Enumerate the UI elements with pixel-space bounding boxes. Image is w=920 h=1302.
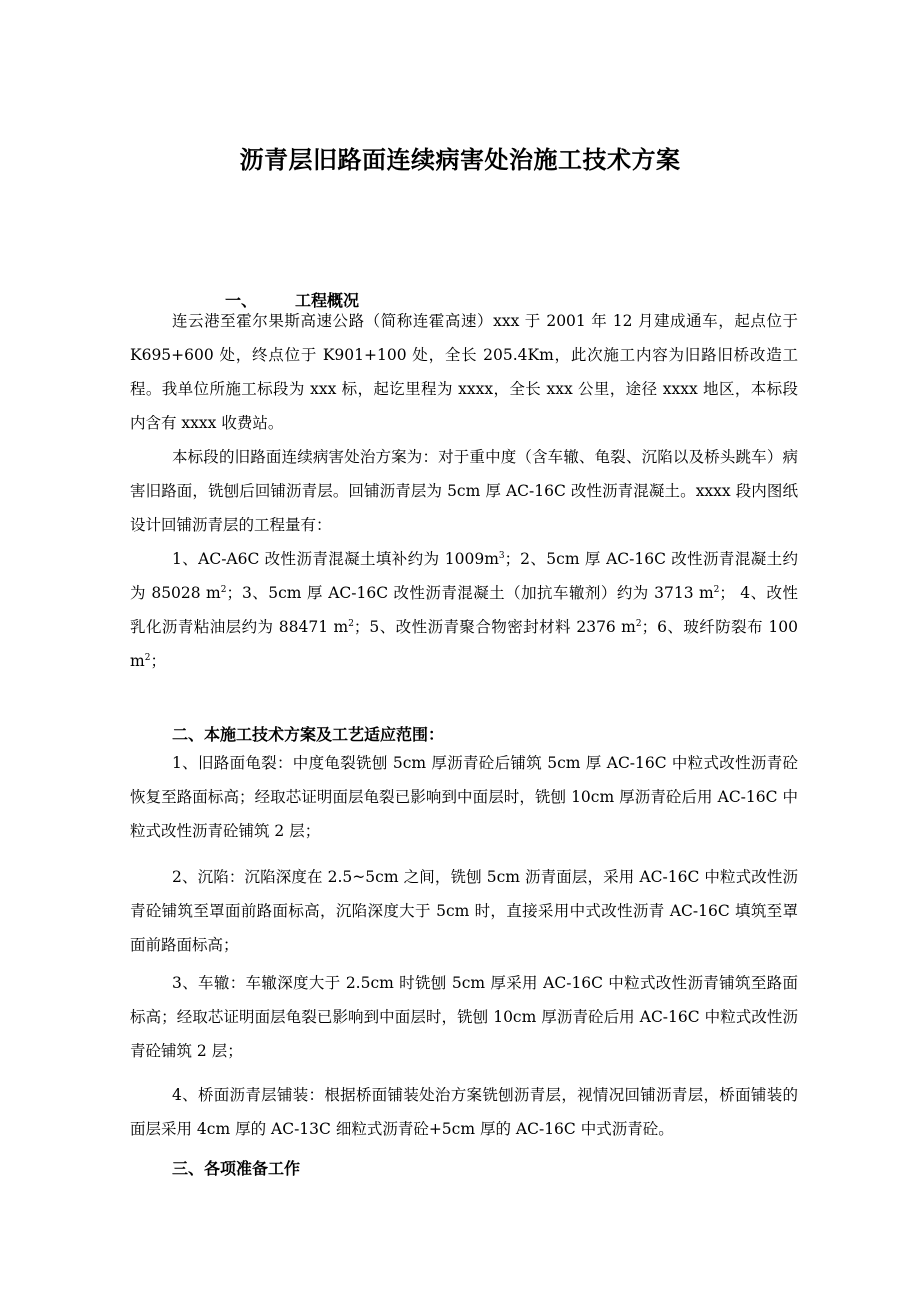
quantity-5-text: ；5、改性沥青聚合物密封材料 2376 m — [353, 618, 636, 636]
superscript-3: 3 — [498, 550, 505, 561]
superscript-2: 2 — [713, 584, 720, 595]
quantity-6-text: ；6、玻纤防裂布 100 m — [130, 618, 798, 670]
superscript-2: 2 — [635, 618, 642, 629]
paragraph-overview: 连云港至霍尔果斯高速公路（简称连霍高速）xxx 于 2001 年 12 月建成通车，起点位于 K695+600 处，终点位于 K901+100 处，全长 205.4Km，此次施工内容为旧路旧桥改造工程。我单位所施工标段为 xxx 标，起讫里程为 xxxx，全长 xxx 公里，途径 xxxx 地区，本标段内含有 xxxx 收费站。 — [130, 312, 798, 432]
paragraph-item-subsidence: 2、沉陷：沉陷深度在 2.5~5cm 之间，铣刨 5cm 沥青面层，采用 AC-16C 中粒式改性沥青砼铺筑至罩面前路面标高，沉陷深度大于 5cm 时，直接采用中式改性沥青 AC-16C 填筑至罩面前路面标高； — [130, 868, 798, 954]
paragraph-quantities — [130, 542, 798, 678]
quantity-4-text: ； 4、改性乳化沥青粘油层约为 88471 m — [130, 584, 798, 636]
section-1-title: 工程概况 — [295, 291, 360, 310]
section-1-number: 一、 — [225, 291, 258, 310]
superscript-2: 2 — [220, 584, 227, 595]
quantity-3-text: ；3、5cm 厚 AC-16C 改性沥青混凝土（加抗车辙剂）约为 3713 m — [226, 584, 714, 602]
superscript-2: 2 — [348, 618, 354, 629]
section-2-heading: 二、本施工技术方案及工艺适应范围： — [172, 725, 445, 744]
document-title: 沥青层旧路面连续病害处治施工技术方案 — [239, 146, 681, 174]
quantity-1-text: 1、AC-A6C 改性沥青混凝土填补约为 1009m — [172, 550, 499, 568]
paragraph-item-cracking: 1、旧路面龟裂：中度龟裂铣刨 5cm 厚沥青砼后铺筑 5cm 厚 AC-16C 中粒式改性沥青砼恢复至路面标高；经取芯证明面层龟裂已影响到中面层时，铣刨 10cm 厚沥青砼后用 AC-16C 中粒式改性沥青砼铺筑 2 层； — [130, 754, 798, 840]
quantity-2-text: ；2、5cm 厚 AC-16C 改性沥青混凝土约为 85028 m — [130, 550, 798, 602]
superscript-2: 2 — [144, 652, 151, 663]
paragraph-item-rutting: 3、车辙：车辙深度大于 2.5cm 时铣刨 5cm 厚采用 AC-16C 中粒式改性沥青铺筑至路面标高；经取芯证明面层龟裂已影响到中面层时，铣刨 10cm 厚沥青砼后用 AC-16C 中粒式改性沥青砼铺筑 2 层； — [130, 974, 798, 1060]
paragraph-treatment-plan: 本标段的旧路面连续病害处治方案为：对于重中度（含车辙、龟裂、沉陷以及桥头跳车）病害旧路面，铣刨后回铺沥青层。回铺沥青层为 5cm 厚 AC-16C 改性沥青混凝土。xxxx 段内图纸设计回铺沥青层的工程量有： — [130, 448, 798, 534]
paragraph-item-bridge-deck: 4、桥面沥青层铺装：根据桥面铺装处治方案铣刨沥青层，视情况回铺沥青层，桥面铺装的面层采用 4cm 厚的 AC-13C 细粒式沥青砼+5cm 厚的 AC-16C 中式沥青砼。 — [130, 1086, 798, 1138]
section-3-heading: 三、各项准备工作 — [172, 1159, 301, 1178]
quantity-end: ； — [150, 652, 166, 670]
